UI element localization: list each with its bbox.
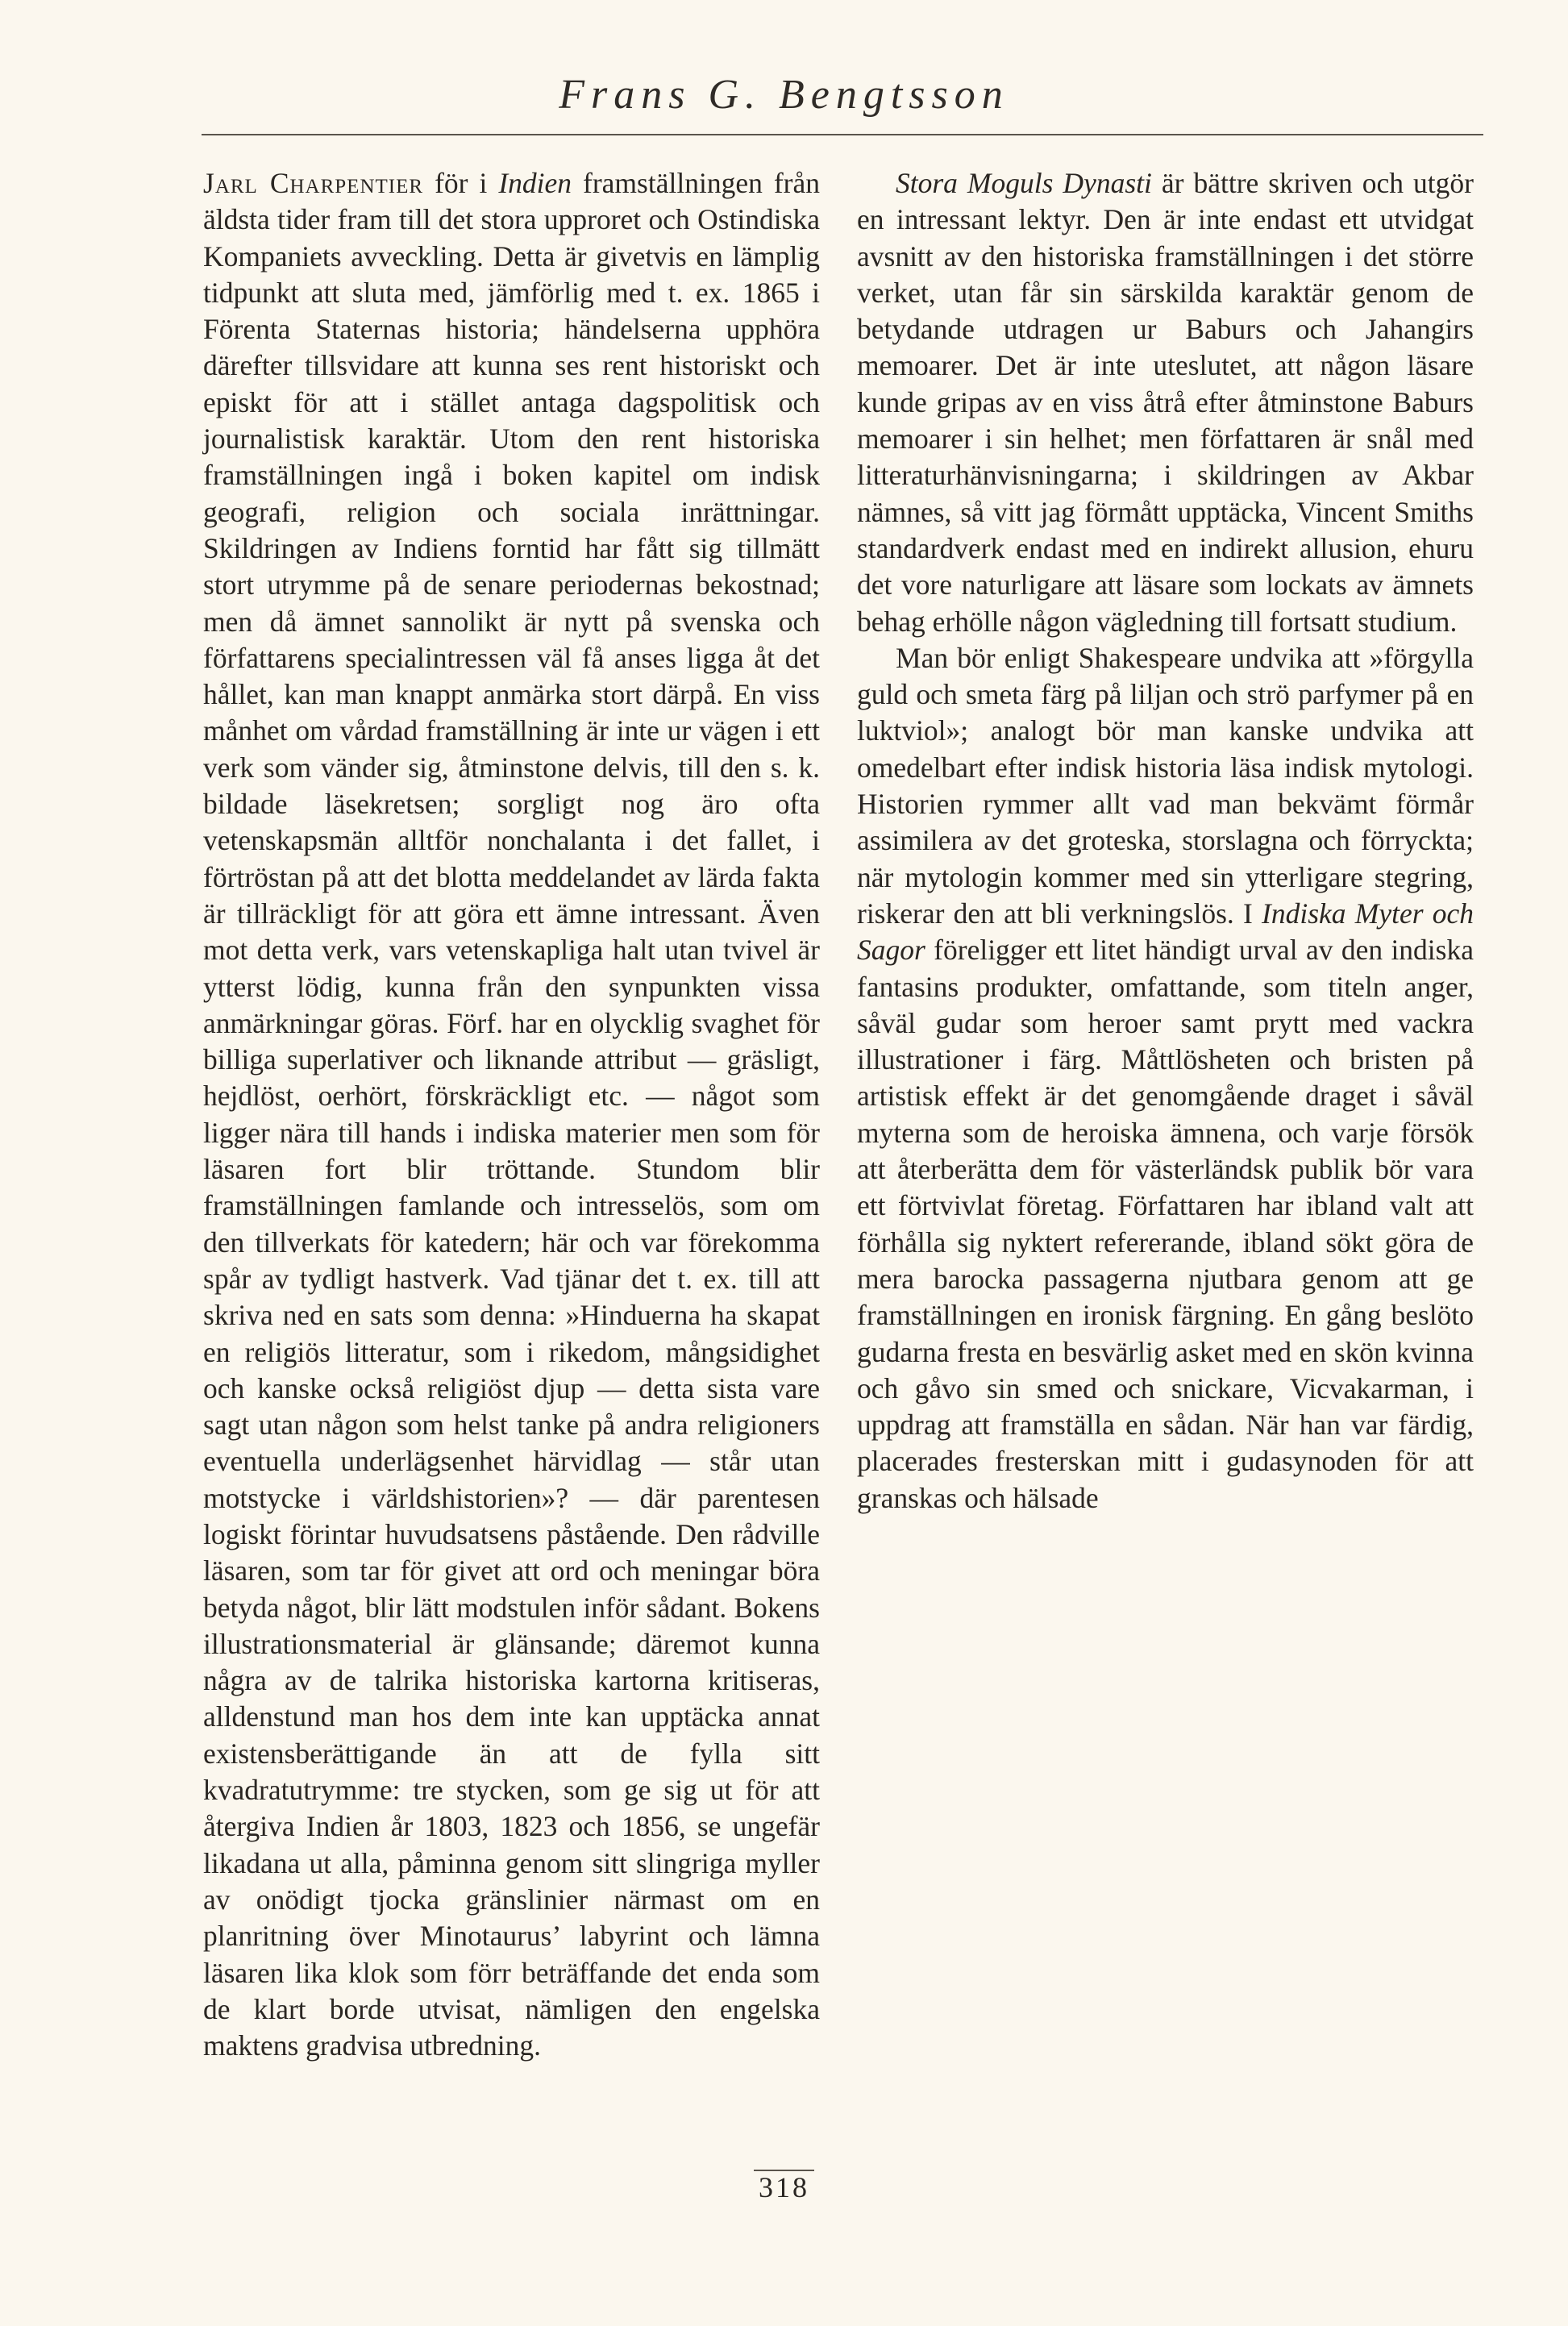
running-header: Frans G. Bengtsson	[559, 72, 1009, 118]
right-column	[857, 165, 1474, 1517]
paragraph-opening: Jarl Charpentier för i Indien framställningen från äldsta tider fram till det stora upproret och Ostindiska Kompaniets avveckling. Detta är givetvis en lämplig tidpunkt att sluta med, jämförlig med t. ex. 1865 i Förenta Staternas historia; händelserna upphöra därefter tillsvidare att kunna ses rent historiskt och episkt för att i stället antaga dagspolitisk och journalistisk karaktär. Utom den rent historiska framställningen ingå i boken kapitel om indisk geografi, religion och sociala inrättningar. Skildringen av Indiens forntid har fått sig tillmätt stort utrymme på de senare periodernas bekostnad; men då ämnet sannolikt är nytt på svenska och författarens specialintressen väl få anses ligga åt det hållet, kan man knappt anmärka stort därpå. En viss månhet om vårdad framställning är inte ur vägen i ett verk som vänder sig, åtminstone delvis, till den s. k. bildade läsekretsen; sorgligt nog äro ofta vetenskapsmän alltför nonchalanta i det fallet, i förtröstan på att det blotta meddelandet av lärda fakta är tillräckligt för att göra ett ämne intressant. Även mot detta verk, vars vetenskapliga halt utan tvivel är ytterst lödig, kunna från den synpunkten vissa anmärkningar göras. Förf. har en olycklig svaghet för billiga superlativer och liknande attribut — gräsligt, hejdlöst, oerhört, förskräckligt etc. — något som ligger nära till hands i indiska materier men som för läsaren fort blir tröttande. Stundom blir framställningen famlande och intresselös, som om den tillverkats för katedern; här och var förekomma spår av tydligt hastverk. Vad tjänar det t. ex. till att skriva ned en sats som denna: »Hinduerna ha skapat en religiös litteratur, som i rikedom, mångsidighet och kanske också religiöst djup — detta sista vare sagt utan någon som helst tanke på andra religioners eventuella underlägsenhet härvidlag — står utan motstycke i världshistorien»? — där parentesen logiskt förintar huvudsatsens påstående. Den rådville läsaren, som tar för givet att ord och meningar böra betyda något, blir lätt modstulen inför sådant. Bokens illustrationsmaterial är glänsande; däremot kunna några av de talrika historiska kartorna kritiseras, alldenstund man hos dem inte kan upptäcka annat existensberättigande än att de fylla sitt kvadratutrymme: tre stycken, som ge sig ut för att återgiva Indien år 1803, 1823 och 1856, se ungefär likadana ut alla, påminna genom sitt slingriga myller av onödigt tjocka gränslinier närmast om en planritning över Minotaurus’ labyrint och lämna läsaren lika klok som förr beträffande det enda som de klart borde utvisat, nämligen den engelska maktens gradvisa utbredning.	[203, 167, 820, 2062]
book-title-indiska-myter: Indiska Myter och Sagor	[857, 897, 1474, 967]
paragraph-shakespeare: Man bör enligt Shakespeare undvika att »förgylla guld och smeta färg på liljan och strö parfymer på en luktviol»; analogt bör man kanske undvika att omedelbart efter indisk historia läsa indisk mytologi. Historien rymmer allt vad man bekvämt förmår assimilera av det groteska, storslagna och förryckta; när mytologin kommer med sin ytterligare stegring, riskerar den att bli verkningslös. I Indiska Myter och Sagor föreligger ett litet händigt urval av den indiska fantasins produkter, omfattande, som titeln anger, såväl gudar som heroer samt prytt med vackra illustrationer i färg. Måttlösheten och bristen på artistisk effekt är det genomgående draget i såväl myterna som de heroiska ämnena, och varje försök att återberätta dem för västerländsk publik bör vara ett förtvivlat företag. Författaren har ibland valt att förhålla sig nyktert refererande, ibland sökt göra de mera barocka passagerna njutbara genom att ge framställningen en ironisk färgning. En gång beslöto gudarna fresta en besvärlig asket med en skön kvinna och gåvo sin smed och snickare, Vicvakarman, i uppdrag att framställa en sådan. När han var färdig, placerades fresterskan mitt i gudasynoden för att granskas och hälsade	[857, 641, 1474, 1514]
book-title-stora-moguls: Stora Moguls Dynasti	[896, 167, 1152, 199]
author-name: Jarl Charpentier	[203, 167, 424, 199]
book-title-indien: Indien	[498, 167, 572, 199]
paragraph-stora-moguls: Stora Moguls Dynasti är bättre skriven och utgör en intressant lektyr. Den är inte endast ett utvidgat avsnitt av den historiska framställningen i det större verket, utan får sin särskilda karaktär genom de betydande utdragen ur Baburs och Jahangirs memoarer. Det är inte uteslutet, att någon läsare kunde gripas av en viss åtrå efter åtminstone Baburs memoarer i sin helhet; men författaren är snål med litteraturhänvisningarna; i skildringen av Akbar nämnes, så vitt jag förmått upptäcka, Vincent Smiths standardverk endast med en indirekt allusion, ehuru det vore naturligare att läsare som lockats av ämnets behag erhölle någon vägledning till fortsatt studium.	[857, 167, 1474, 638]
header-rule	[202, 134, 1483, 135]
left-column	[203, 165, 820, 2064]
page-number: 318	[0, 2170, 1568, 2204]
